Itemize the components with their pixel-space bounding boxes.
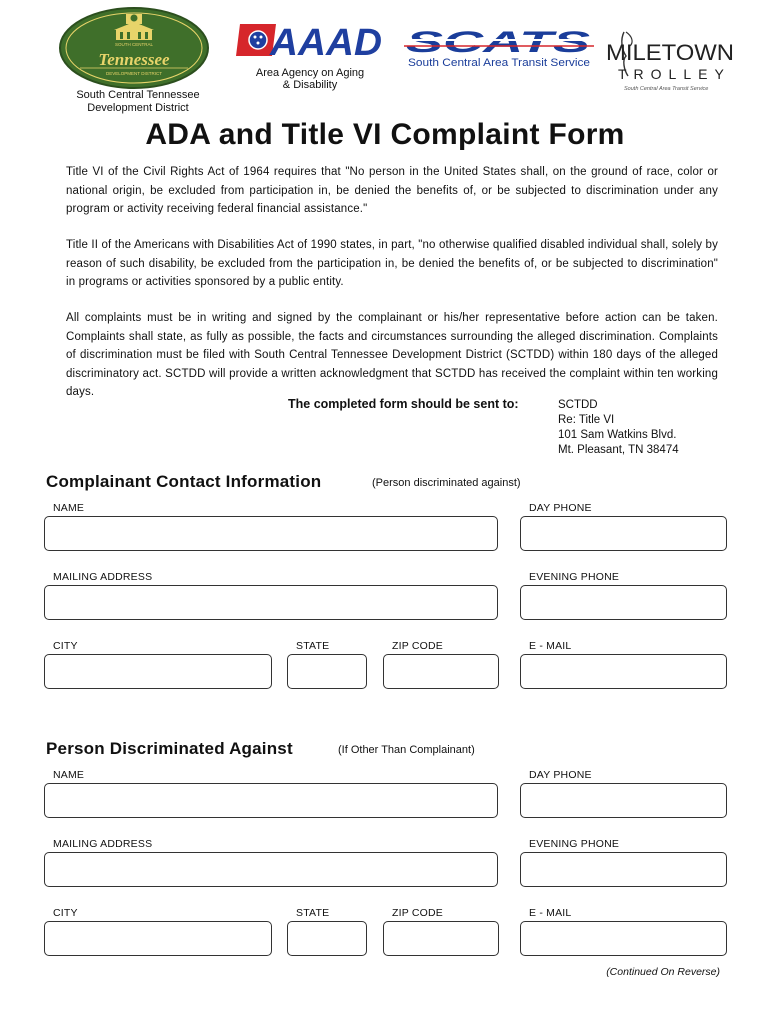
miletown-logo-line2: TROLLEY [618,66,731,82]
person-mailing-address-label: MAILING ADDRESS [53,838,153,850]
scats-logo [404,28,594,70]
complainant-name-label: NAME [53,502,85,514]
person-city-label: CITY [53,907,78,919]
sctdd-caption [58,89,218,115]
person-zip-field[interactable] [383,921,499,956]
address-line: Re: Title VI [558,414,615,426]
title-vi-paragraph: Title VI of the Civil Rights Act of 1964 requires that "No person in the United States shall, on the ground of race, color or national origin, be excluded from participation in, be denied the benefits of, or be subjected to discrimination under any program or activity receiving federal financial assistance." [66,166,718,215]
complainant-mailing-address-label: MAILING ADDRESS [53,571,153,583]
person-state-field[interactable] [287,921,367,956]
complainant-state-field[interactable] [287,654,367,689]
complainant-name-field[interactable] [44,516,498,551]
miletown-logo-line1: MILETOWN [606,40,734,65]
complainant-email-label: E - MAIL [529,640,572,652]
person-name-label: NAME [53,769,85,781]
person-city-field[interactable] [44,921,272,956]
complainant-city-label: CITY [53,640,78,652]
person-day-phone-field[interactable] [520,783,727,818]
miletown-logo-line3: South Central Area Transit Service [624,86,709,92]
aaad-caption [240,67,380,91]
complainant-email-field[interactable] [520,654,727,689]
sctdd-logo-main-text: Tennessee [98,50,170,69]
address-line: Mt. Pleasant, TN 38474 [558,444,679,456]
complainant-day-phone-field[interactable] [520,516,727,551]
person-zip-label: ZIP CODE [392,907,443,919]
person-state-label: STATE [296,907,330,919]
complainant-state-label: STATE [296,640,330,652]
title-ii-paragraph: Title II of the Americans with Disabilities Act of 1990 states, in part, "no otherwise qualified disabled individual shall, solely by reason of such disability, be excluded from the participation in, be denied the benefits of, or be subjected to discrimination" in programs or activities sponsored by a public entity. [66,239,718,288]
person-day-phone-label: DAY PHONE [529,769,592,781]
aaad-caption-line: Area Agency on Aging [255,67,365,79]
sctdd-caption-line: South Central Tennessee [76,89,200,101]
sctdd-logo-bottom-text: DEVELOPMENT DISTRICT [106,71,162,76]
person-mailing-address-field[interactable] [44,852,498,887]
continued-note: (Continued On Reverse) [606,966,720,978]
complainant-evening-phone-field[interactable] [520,585,727,620]
complainant-zip-label: ZIP CODE [392,640,443,652]
send-to-address [558,398,679,458]
aaad-caption-line: & Disability [282,79,338,91]
person-name-field[interactable] [44,783,498,818]
person-discriminated-section-heading: Person Discriminated Against [46,739,293,758]
complainant-section-subheading: (Person discriminated against) [372,477,521,489]
sctdd-caption-line: Development District [87,102,189,114]
complaint-instructions-paragraph: All complaints must be in writing and signed by the complainant or his/her representative before action can be taken. Complaints shall state, as fully as possible, the facts and circumstances surrounding the alleged discrimination. Complaints of discrimination must be filed with South Central Tennessee Development District (SCTDD) within 180 days of the alleged discriminatory act. SCTDD will provide a written acknowledgment that SCTDD has received the complaint within ten working days. [66,312,718,398]
scats-logo-subtitle: South Central Area Transit Service [408,57,590,69]
complainant-zip-field[interactable] [383,654,499,689]
complainant-evening-phone-label: EVENING PHONE [529,571,620,583]
complainant-day-phone-label: DAY PHONE [529,502,592,514]
aaad-logo [236,20,384,60]
complainant-section-heading: Complainant Contact Information [46,472,322,491]
person-evening-phone-label: EVENING PHONE [529,838,620,850]
address-line: 101 Sam Watkins Blvd. [558,429,677,441]
person-email-field[interactable] [520,921,727,956]
complainant-mailing-address-field[interactable] [44,585,498,620]
miletown-trolley-logo [606,30,736,94]
address-line: SCTDD [558,399,598,411]
send-to-label: The completed form should be sent to: [288,397,519,411]
aaad-logo-text: AAAD [268,22,382,60]
sctdd-logo [58,6,210,90]
sctdd-logo-top-text: SOUTH CENTRAL [114,42,154,47]
page-title: ADA and Title VI Complaint Form [145,118,625,151]
scats-logo-text: SCATS [406,28,590,59]
person-discriminated-section-subheading: (If Other Than Complainant) [338,744,475,756]
person-evening-phone-field[interactable] [520,852,727,887]
person-email-label: E - MAIL [529,907,572,919]
complainant-city-field[interactable] [44,654,272,689]
